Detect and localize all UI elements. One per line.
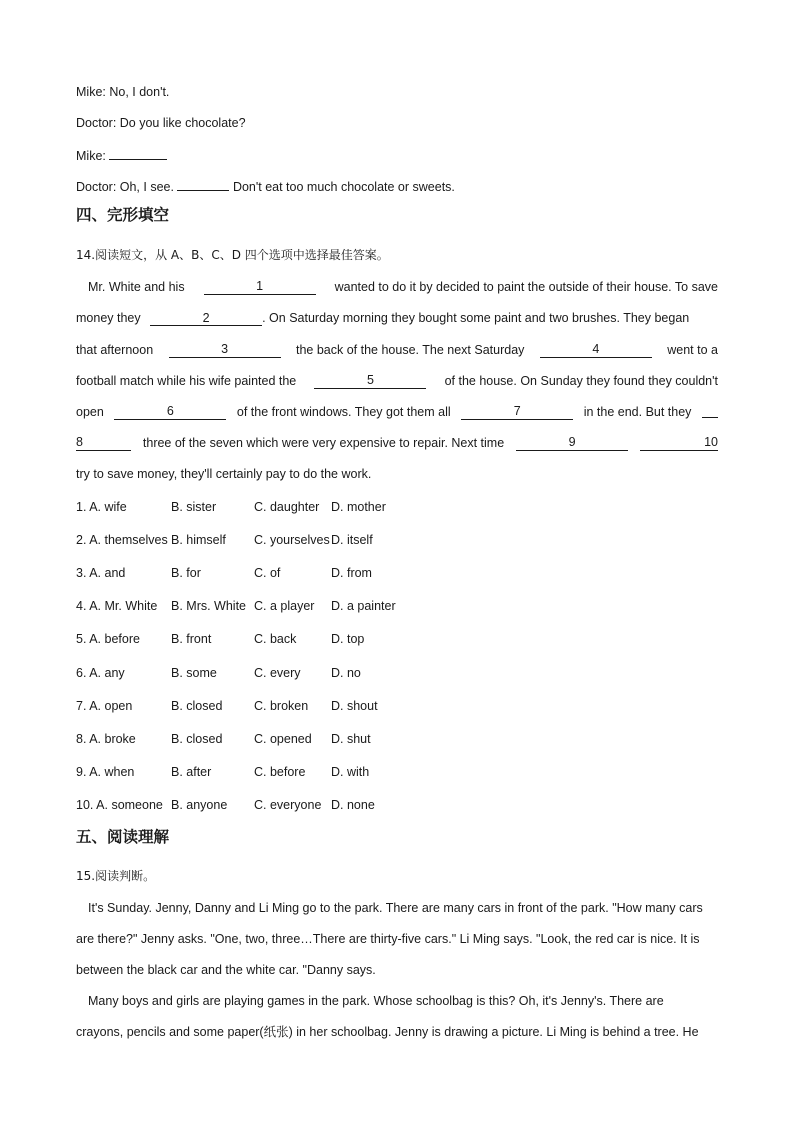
passage-line — [88, 279, 718, 295]
option-c: C. back — [254, 632, 297, 647]
option-d: D. with — [331, 764, 370, 779]
option-d: D. from — [331, 566, 372, 581]
option-a: 9. A. when — [76, 764, 135, 779]
option-c: C. before — [254, 764, 306, 779]
option-b: B. anyone — [171, 797, 228, 812]
passage-text: of the front windows. They got them all — [236, 405, 451, 419]
option-a: 3. A. and — [76, 566, 126, 581]
option-a: 7. A. open — [76, 698, 133, 713]
option-d: D. shout — [331, 698, 378, 713]
numbered-blank[interactable]: 9 — [516, 435, 628, 451]
dialogue-line: Doctor: Do you like chocolate? — [76, 116, 246, 130]
option-b: B. after — [171, 764, 212, 779]
passage-text: money they — [76, 311, 141, 325]
passage-text: of the house. On Sunday they found they couldn't — [444, 374, 718, 388]
option-a: 2. A. themselves — [76, 533, 168, 548]
option-d: D. mother — [331, 500, 386, 514]
option-a: 6. A. any — [76, 665, 125, 680]
option-b: B. sister — [171, 500, 217, 514]
passage-line: try to save money, they'll certainly pay to do the work. — [76, 467, 372, 481]
section-heading: 四、完形填空 — [76, 206, 170, 224]
option-d: D. shut — [331, 731, 371, 746]
option-c: C. everyone — [254, 797, 322, 812]
option-b: B. some — [171, 665, 217, 680]
reading-line: crayons, pencils and some paper(纸张) in her schoolbag. Jenny is drawing a picture. Li Ming is behind a tree. He — [76, 1025, 699, 1039]
instruction: 14.阅读短文，从 A、B、C、D 四个选项中选择最佳答案。 — [76, 248, 389, 262]
reading-line: It's Sunday. Jenny, Danny and Li Ming go to the park. There are many cars in front of the park. "How many cars — [88, 901, 703, 915]
option-c: C. of — [254, 566, 281, 581]
option-c: C. broken — [254, 698, 309, 713]
passage-text: open — [76, 405, 104, 419]
passage-text: three of the seven which were very expensive to repair. Next time — [142, 436, 505, 450]
option-c: C. opened — [254, 731, 312, 746]
option-b: B. for — [171, 566, 201, 581]
option-c: C. a player — [254, 599, 315, 614]
option-d: D. a painter — [331, 599, 396, 614]
passage-text: that afternoon — [76, 343, 154, 357]
numbered-blank[interactable]: 5 — [314, 373, 426, 389]
option-c: C. daughter — [254, 500, 320, 514]
passage-text: Mr. White and his — [88, 280, 185, 294]
passage-line — [76, 373, 718, 389]
passage-text: football match while his wife painted the — [76, 374, 297, 388]
answer-blank[interactable] — [109, 146, 167, 160]
numbered-blank[interactable]: 4 — [540, 342, 652, 358]
blank-continuation — [702, 404, 718, 418]
numbered-blank[interactable]: 8 — [76, 435, 131, 451]
reading-line: are there?" Jenny asks. "One, two, three…There are thirty-five cars." Li Ming says. "Look, the red car is nice. It is — [76, 932, 700, 946]
passage-line — [76, 310, 689, 326]
speaker-label: Mike: — [76, 149, 106, 163]
instruction: 15.阅读判断。 — [76, 869, 156, 883]
option-d: D. none — [331, 797, 375, 812]
option-a: 8. A. broke — [76, 731, 136, 746]
option-d: D. top — [331, 632, 365, 647]
numbered-blank[interactable]: 1 — [204, 279, 316, 295]
passage-line — [76, 342, 718, 358]
section-heading: 五、阅读理解 — [76, 828, 170, 846]
passage-text: in the end. But they — [583, 405, 692, 419]
option-b: B. closed — [171, 698, 223, 713]
option-a: 4. A. Mr. White — [76, 599, 158, 614]
option-d: D. no — [331, 665, 361, 680]
option-c: C. every — [254, 665, 301, 680]
dialogue-line: Mike: No, I don't. — [76, 85, 170, 99]
numbered-blank[interactable]: 6 — [114, 404, 226, 420]
passage-line — [76, 435, 718, 451]
numbered-blank[interactable]: 2 — [150, 311, 262, 326]
option-a: 5. A. before — [76, 632, 140, 647]
passage-text: went to a — [667, 343, 718, 357]
answer-blank[interactable] — [177, 177, 229, 191]
option-a: 1. A. wife — [76, 500, 127, 514]
dialogue-line — [76, 177, 455, 195]
passage-text: the back of the house. The next Saturday — [296, 343, 525, 357]
reading-line: Many boys and girls are playing games in the park. Whose schoolbag is this? Oh, it's Jenny's. There are — [88, 994, 664, 1008]
option-b: B. closed — [171, 731, 223, 746]
dialogue-text: Don't eat too much chocolate or sweets. — [232, 180, 455, 194]
option-b: B. Mrs. White — [171, 599, 247, 614]
option-b: B. front — [171, 632, 212, 647]
passage-text: wanted to do it by decided to paint the outside of their house. To save — [334, 280, 718, 294]
numbered-blank[interactable]: 7 — [461, 404, 573, 420]
option-d: D. itself — [331, 533, 373, 548]
numbered-blank[interactable]: 3 — [169, 342, 281, 358]
passage-line — [76, 404, 718, 420]
option-c: C. yourselves — [254, 533, 330, 548]
option-b: B. himself — [171, 533, 226, 548]
numbered-blank[interactable]: 10 — [640, 435, 718, 451]
dialogue-text: Doctor: Oh, I see. — [76, 180, 174, 194]
dialogue-line — [76, 146, 167, 164]
reading-line: between the black car and the white car. "Danny says. — [76, 963, 376, 977]
option-a: 10. A. someone — [76, 797, 163, 812]
passage-text: . On Saturday morning they bought some paint and two brushes. They began — [262, 311, 690, 325]
